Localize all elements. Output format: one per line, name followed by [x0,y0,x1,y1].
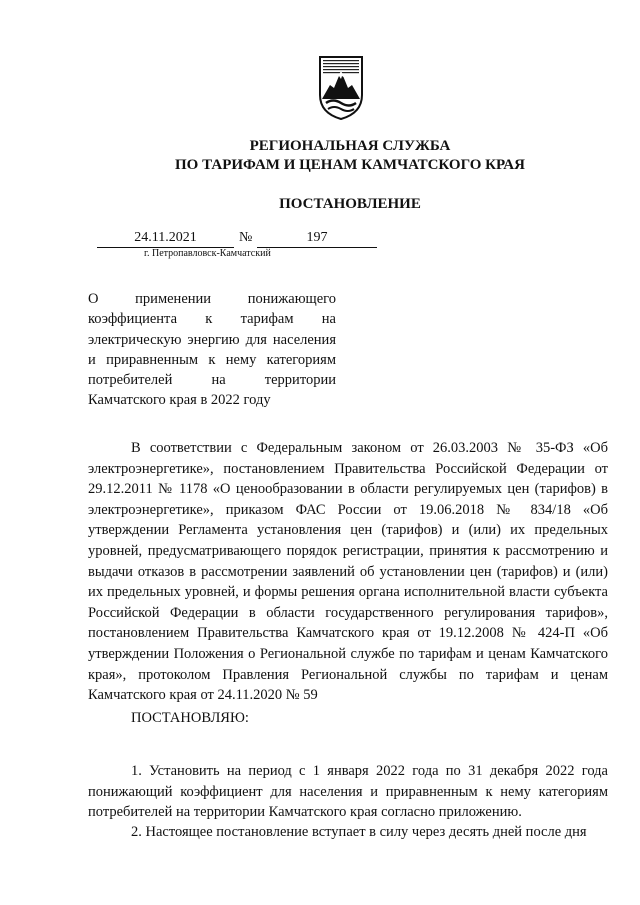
kamchatka-coat-of-arms-icon [318,55,364,121]
city-name: г. Петропавловск-Камчатский [144,248,271,259]
item-1-paragraph: 1. Установить на период с 1 января 2022 года по 31 декабря 2022 года понижающий коэффициент для населения и приравненным к нему категориям потребителей на территории Камчатского края согласно приложению. [88,763,608,821]
number-sign: № [239,230,253,245]
document-date: 24.11.2021 [97,228,234,248]
organization-name-line1: РЕГИОНАЛЬНАЯ СЛУЖБА [249,138,451,154]
preamble-paragraph: В соответствии с Федеральным законом от 26.03.2003 № 35-ФЗ «Об электроэнергетике», постановлением Правительства Российской Федерации от 29.12.2011 № 1178 «О ценообразовании в области регулируемых цен (тарифов) в электроэнергетике», приказом ФАС России от 19.06.2018 № 834/18 «Об утверждении Регламента установления цен (тарифов) и (или) их предельных уровней, предусматривающего порядок регистрации, принятия к рассмотрению и выдачи отказов в рассмотрении заявлений об установлении цен (тарифов) и (или) их предельных уровней, и формы решения органа исполнительной власти субъекта Российской Федерации в области государственного регулирования тарифов», постановлением Правительства Камчатского края от 19.12.2008 № 424-П «Об утверждении Положения о Региональной службе по тарифам и ценам Камчатского края», протоколом Правления Региональной службы по тарифам и ценам Камчатского края от 24.11.2020 № 59 [88,440,608,704]
item-2-paragraph: 2. Настоящее постановление вступает в силу через десять дней после дня [131,824,587,840]
document-number: 197 [257,228,377,248]
document-subject: О применении понижающего коэффициента к тарифам на электрическую энергию для населения и приравненным к нему категориям потребителей на территории Камчатского края в 2022 году [88,291,336,409]
decree-word: ПОСТАНОВЛЯЮ: [131,710,249,726]
document-type: ПОСТАНОВЛЕНИЕ [279,196,421,212]
organization-name-line2: ПО ТАРИФАМ И ЦЕНАМ КАМЧАТСКОГО КРАЯ [175,157,525,173]
